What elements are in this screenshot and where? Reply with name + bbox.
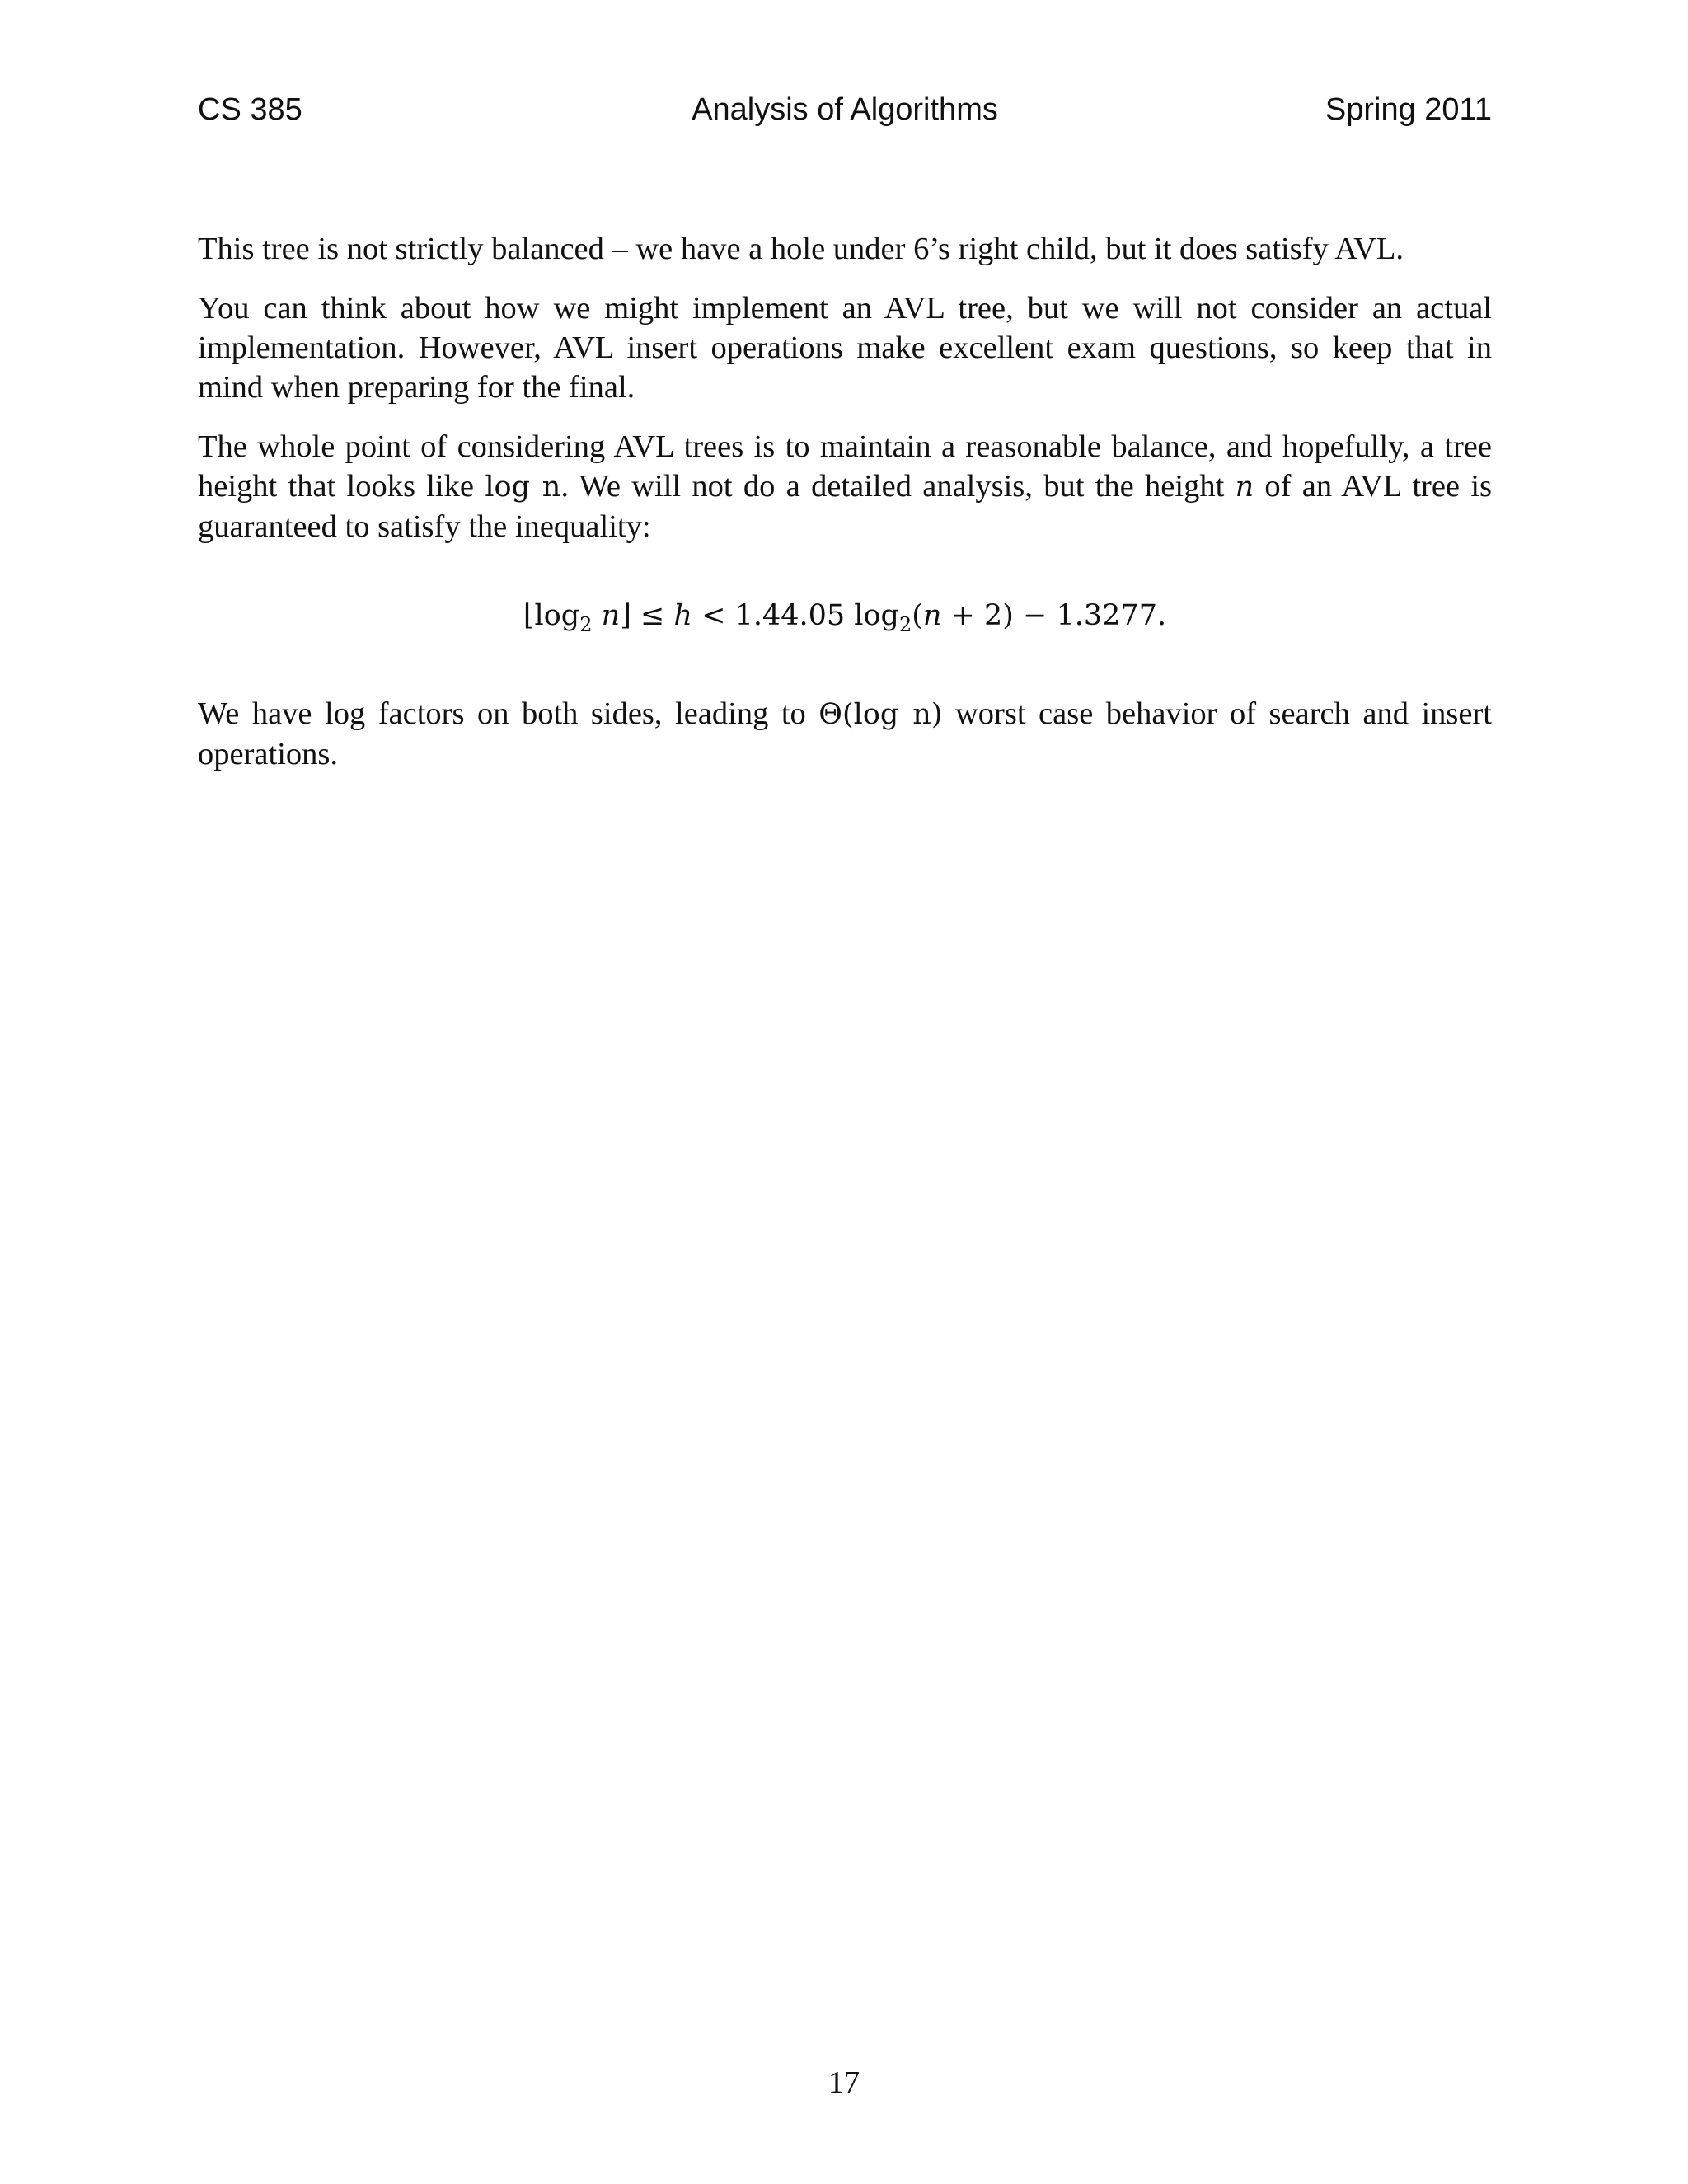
eq-var-n-2: n [922, 599, 942, 632]
math-theta-log-n: Θ(log n) [818, 698, 943, 731]
eq-floor-log: ⌊log [523, 599, 580, 632]
page-number: 17 [828, 2065, 860, 2100]
page-header [198, 92, 1492, 142]
paragraph-complexity-text-1: We have log factors on both sides, leading to [198, 696, 819, 731]
eq-var-n-1: n [601, 599, 621, 632]
paragraph-height-text-2: . We will not do a detailed analysis, but the height [560, 469, 1236, 504]
eq-sub-1: 2 [579, 613, 593, 636]
paragraph-implementation: You can think about how we might implement an AVL tree, but we will not consider an actual implementation. However, AVL insert operations make excellent exam questions, so keep that in mind when preparing for the final. [198, 291, 1492, 405]
page-body [198, 229, 1492, 774]
avl-height-inequality [198, 596, 1492, 644]
eq-mid: < 1.44.05 log [692, 599, 899, 632]
math-log-n: log n [485, 471, 561, 504]
eq-paren: ( [912, 599, 923, 632]
course-code: CS 385 [198, 92, 302, 127]
eq-tail: + 2) − 1.3277. [941, 599, 1167, 632]
eq-var-h: h [673, 599, 692, 632]
paragraph-complexity-text-2: worst case behavior of search and insert operations. [198, 696, 1492, 771]
eq-floor-close: ⌋ ≤ [620, 599, 674, 632]
course-title: Analysis of Algorithms [692, 92, 998, 127]
paragraph-height-text-1: The whole point of considering AVL trees is to maintain a reasonable balance, and hopefully, a tree height that looks like [198, 429, 1492, 504]
math-n: n [1235, 471, 1254, 504]
paragraph-height-text-3: of an AVL tree is guaranteed to satisfy the inequality: [198, 469, 1492, 544]
paragraph-height [198, 427, 1492, 546]
eq-sub-2: 2 [898, 613, 912, 636]
paragraph-complexity [198, 694, 1492, 774]
paragraph-tree-balance: This tree is not strictly balanced – we have a hole under 6’s right child, but it does satisfy AVL. [198, 232, 1404, 266]
course-term: Spring 2011 [1325, 92, 1492, 127]
